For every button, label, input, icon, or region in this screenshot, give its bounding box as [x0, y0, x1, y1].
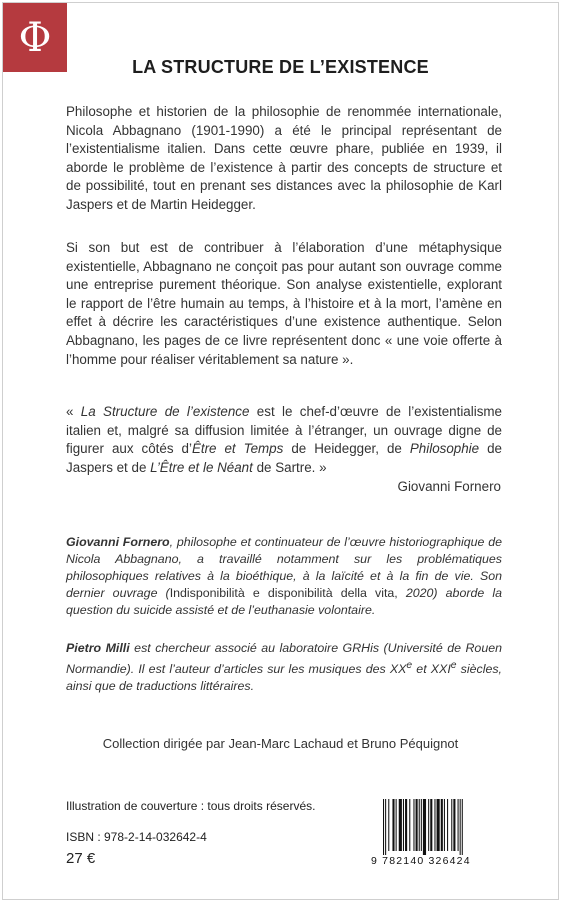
quote-text-3: de Jaspers et de [66, 441, 502, 475]
quote-work-1: Être et Temps [191, 441, 284, 457]
bio-fornero-text-1: , philosophe et continuateur de l’œuvre historiographique de Nicola Abbagnano, a travaillé notamment sur les problématiques philosophiques relatives à la bioéthique, à la laïcité et à la fin de vie. Son dernier ouvrage ( [66, 535, 503, 600]
review-quote [66, 403, 502, 477]
phi-logo-icon: Φ [18, 14, 52, 61]
quote-attribution: Giovanni Fornero [397, 479, 501, 494]
bio-fornero-name: Giovanni Fornero [66, 535, 170, 549]
illustration-credit: Illustration de couverture : tous droits réservés. [66, 799, 316, 813]
bio-milli-text-3: siècles, ainsi que de traductions littéraires. [66, 662, 503, 694]
book-title: LA STRUCTURE DE L’EXISTENCE [132, 57, 429, 77]
bio-fornero [66, 534, 502, 619]
bio-milli-name: Pietro Milli [66, 641, 130, 655]
price: 27 € [66, 850, 96, 867]
blurb-paragraph-1: Philosophe et historien de la philosophie de renommée internationale, Nicola Abbagnano (1901-1990) a été le principal représentant de l’existentialisme italien. Dans cette œuvre phare, publiée en 1939, il aborde le problème de l’existence à partir des concepts de structure et de possibilité, tout en prenant ses distances avec la philosophie de Karl Jaspers et de Martin Heidegger. [66, 104, 502, 212]
quote-text-2: de Heidegger, de [283, 441, 410, 457]
book-back-cover [2, 2, 559, 900]
collection-credit: Collection dirigée par Jean-Marc Lachaud et Bruno Péquignot [102, 736, 459, 751]
bio-milli-text-1: est chercheur associé au laboratoire GRHis (Université de Rouen Normandie). Il est l’auteur d’articles sur les musiques des XX [66, 641, 502, 677]
bio-milli [66, 640, 502, 695]
quote-work-2: Philosophie [409, 441, 480, 457]
blurb-paragraph-2: Si son but est de contribuer à l’élaboration d’une métaphysique existentielle, Abbagnano ne conçoit pas pour autant son ouvrage comme une entreprise purement théorique. Son analyse existentielle, explorant le rapport de l’être humain au temps, à l’histoire et à la mort, l’amène en effet à décrire les caractéristiques d’une existence authentique. Selon Abbagnano, les pages de ce livre représentent donc « une voie offerte à l’homme pour réaliser véritablement sa nature ». [66, 240, 502, 367]
quote-text-4: de Sartre. » [252, 459, 327, 475]
bio-milli-text-2: et XXI [412, 662, 451, 677]
barcode-bars-icon [381, 799, 503, 855]
bio-milli-sup-1: e [406, 660, 413, 671]
quote-book-title: La Structure de l’existence [80, 404, 250, 419]
bio-fornero-text-2: 2020) aborde la question du suicide assisté et de l’euthanasie volontaire. [66, 586, 502, 617]
barcode-number: 9 782140 326424 [371, 855, 471, 867]
bio-milli-sup-2: e [450, 660, 457, 671]
quote-work-3: L’Être et le Néant [150, 459, 253, 475]
bio-fornero-work: Indisponibilità e disponibilità della vita, [169, 586, 398, 600]
quote-open: « [66, 404, 81, 419]
isbn: ISBN : 978-2-14-032642-4 [66, 830, 207, 844]
quote-text-1: est le chef-d’œuvre de l’existentialisme italien et, malgré sa diffusion limitée à l’étranger, un ouvrage digne de figurer aux côtés d’ [66, 404, 502, 457]
